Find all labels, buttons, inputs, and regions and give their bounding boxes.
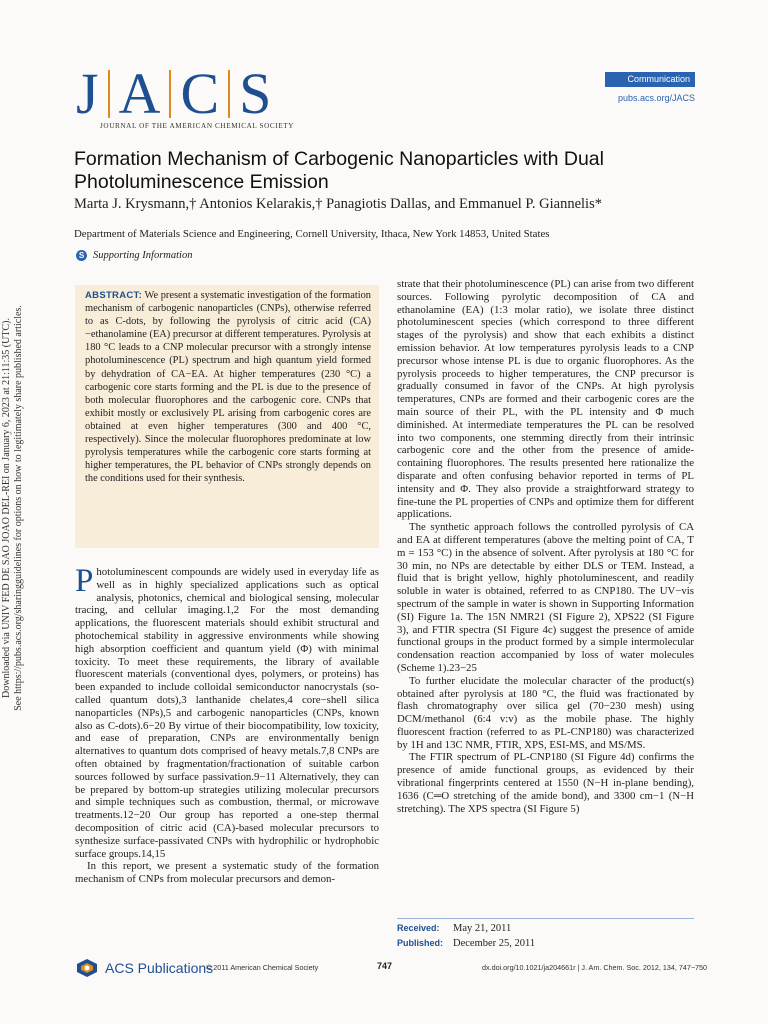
jacs-logo <box>76 61 272 126</box>
abstract-heading: ABSTRACT: <box>85 290 143 301</box>
acs-brand-name: ACS Publications <box>105 960 214 976</box>
intro-text: hotoluminescent compounds are widely used in everyday life as well as in highly specialized applications such as optical analysis, photonics, chemical and biological sensing, molecular tracing, and cellular imaging.1,2 For the most demanding applications, the fluorescent materials should exhibit structural and photochemical stability in aggressive environments while showing high absorption coefficient and quantum yield (Φ) with minimal toxicity. To meet these requirements, the library of available fluorescent materials (conventional dyes, polymers, or proteins) has been expanded to include colloidal semiconductor nanocrystals (so-called quantum dots),3 lanthanide chelates,4 core−shell silica nanoparticles (NPs),5 and carbogenic nanoparticles (CNPs, known also as C-dots).6−20 By virtue of their biocompatibility, low toxicity, and ease of preparation, CNPs are environmentally benign alternatives to quantum dots comprised of heavy metals.7,8 CNPs are often obtained by fragmentation/fractionation of suitable carbon sources followed by surface passivation.9−11 Alternatively, they can be prepared by bottom-up strategies utilizing molecular precursors and simple techniques such as combustion, thermal, or microwave treatments.12−20 Our group has reported a one-step thermal decomposition of citric acid (CA)-based molecular precursors to synthesize surface-passivated CNPs with hydrophilic or hydrophobic surface groups.14,15 <box>75 566 379 860</box>
article-title: Formation Mechanism of Carbogenic Nanoparticles with Dual Photoluminescence Emission <box>74 148 604 193</box>
published-label: Published: <box>397 938 444 948</box>
results-paragraph-1: strate that their photoluminescence (PL) can arise from two different sources. Following pyrolytic decomposition of CA and ethanolamine (EA) (1:3 molar ratio), we isolate three distinct photoluminescent species (which correspond to three different stages of the pyrolysis) and show that each exhibits a distinct emission behavior. At low temperatures pyrolysis leads to a CNP precursor whose intense PL is due to organic fluorophores. As the pyrolysis proceeds to higher temperatures, the CNP precursor is gradually consumed in favor of the CNPs. At high pyrolysis temperatures, CNPs are formed and their carbogenic cores are the main source of their PL, with the PL intensity and Φ much diminished. At intermediate temperatures the PL can be resolved into two components, one stemming directly from their intrinsic carbogenic core and the other from the presence of amide-containing fluorophores. The results presented here rationalize the disparate and often confusing behavior reported in terms of PL intensity and Φ. They also provide a straightforward strategy to fine-tune the PL properties of CNPs and optimize them for different applications. <box>397 278 694 521</box>
supporting-information-link[interactable] <box>76 250 192 261</box>
received-date: May 21, 2011 <box>453 923 512 934</box>
article-type-tab: Communication <box>605 72 695 86</box>
author-list: Marta J. Krysmann,† Antonios Kelarakis,† Panagiotis Dallas, and Emmanuel P. Giannelis* <box>74 196 602 212</box>
results-paragraph-3: To further elucidate the molecular character of the product(s) obtained after pyrolysis at 180 °C, the fluid was fractionated by flash chromatography over silica gel (70−230 mesh) using DCM/methanol (6:4 v:v) as the mobile phase. The highly fluorescent fraction (referred to as PL-CNP180) was characterized by 1H and 13C NMR, FTIR, XPS, ESI-MS, and MS/MS. <box>397 674 694 751</box>
logo-letter-a: A <box>118 61 161 126</box>
dates-divider <box>397 918 694 919</box>
published-date-row <box>397 936 535 951</box>
intro-paragraph <box>75 563 379 860</box>
acs-publications-logo <box>75 958 213 978</box>
abstract-paragraph <box>85 289 371 485</box>
received-date-row <box>397 921 535 936</box>
watermark-line-2: See https://pubs.acs.org/sharingguidelines for options on how to legitimately share published articles. <box>13 305 24 711</box>
logo-divider <box>228 70 230 118</box>
logo-letter-j: J <box>76 61 99 126</box>
received-label: Received: <box>397 923 440 933</box>
journal-url-link[interactable]: pubs.acs.org/JACS <box>617 93 695 103</box>
watermark-line-1: Downloaded via UNIV FED DE SAO JOAO DEL-REI on January 6, 2023 at 21:11:35 (UTC). <box>1 318 12 698</box>
page-number: 747 <box>377 961 393 971</box>
logo-letter-s: S <box>239 61 272 126</box>
copyright: © 2011 American Chemical Society <box>206 963 319 972</box>
supporting-info-icon: S <box>76 250 87 261</box>
body-right-column <box>397 278 694 815</box>
doi-citation[interactable]: dx.doi.org/10.1021/ja204661r | J. Am. Chem. Soc. 2012, 134, 747−750 <box>482 963 708 972</box>
supporting-info-label: Supporting Information <box>93 250 193 261</box>
abstract-text: We present a systematic investigation of the formation mechanism of carbogenic nanoparticles (CNPs), otherwise referred to as C-dots, by following the pyrolysis of citric acid (CA)−ethanolamine (EA) precursor at different temperatures. Pyrolysis at 180 °C leads to a CNP molecular precursor with a strongly intense photoluminescence (PL) spectrum and high quantum yield formed by dehydration of CA−EA. At higher temperatures (230 °C) a carbogenic core starts forming and the PL is due to the presence of both molecular fluorophores and the carbogenic core. CNPs that exhibit mostly or exclusively PL arising from carbogenic cores are obtained at even higher temperatures (300 and 400 °C, respectively). Since the molecular fluorophores predominate at low pyrolysis temperatures while the carbogenic core starts forming at higher temperatures, the PL behavior of CNPs strongly depends on the conditions used for their synthesis. <box>85 290 371 485</box>
article-type-rule <box>605 86 695 87</box>
abstract-box <box>75 285 379 548</box>
download-watermark <box>1 296 24 726</box>
results-paragraph-2: The synthetic approach follows the controlled pyrolysis of CA and EA at different temperatures (above the melting point of CA, T m = 153 °C) in the absence of solvent. After pyrolysis at 180 °C for 30 min, no NPs are detectable by either DLS or TEM. Instead, a fluid that is bright yellow, highly photoluminescent, and readily soluble in water is obtained, referred to as CNP180. The UV−vis spectrum of the sample in water is shown in Supporting Information (SI) Figure 1a. The 15N NMR21 (SI Figure 2), XPS22 (SI Figure 3), and FTIR spectra (SI Figure 4c) suggest the presence of amide functional groups in the product formed by a simple intermolecular condensation reaction accompanied by loss of water molecules (Scheme 1).23−25 <box>397 521 694 674</box>
journal-name: JOURNAL OF THE AMERICAN CHEMICAL SOCIETY <box>100 122 295 130</box>
report-paragraph: In this report, we present a systematic study of the formation mechanism of CNPs from molecular precursors and demon- <box>75 860 379 886</box>
author-affiliation: Department of Materials Science and Engineering, Cornell University, Ithaca, New York 14853, United States <box>74 228 550 240</box>
acs-hexagon-icon <box>75 958 99 978</box>
drop-cap: P <box>75 563 94 599</box>
publication-dates <box>397 921 535 951</box>
logo-divider <box>169 70 171 118</box>
results-paragraph-4: The FTIR spectrum of PL-CNP180 (SI Figure 4d) confirms the presence of amide functional groups, as evidenced by their vibrational fingerprints centered at 1550 (N−H in-plane bending), 1636 (C═O stretching of the amide bond), and 3300 cm−1 (N−H stretching). The XPS spectra (SI Figure 5) <box>397 751 694 815</box>
logo-letter-c: C <box>180 61 220 126</box>
published-date: December 25, 2011 <box>453 938 536 949</box>
logo-divider <box>108 70 110 118</box>
body-left-column <box>75 563 379 886</box>
